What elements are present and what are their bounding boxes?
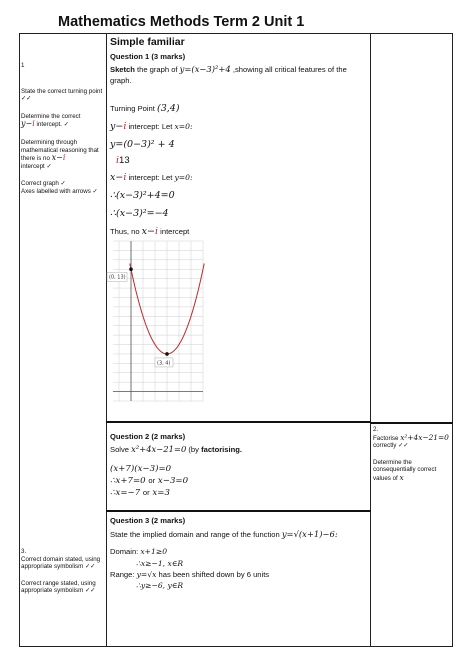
q1-q2-divider-right: [371, 422, 453, 424]
column-divider-left: [106, 33, 107, 647]
criteria-range: Correct range stated, using appropriate symbolism ✓✓: [21, 579, 96, 595]
q3-heading: Question 3 (2 marks): [110, 516, 186, 525]
page-title: Mathematics Methods Term 2 Unit 1: [58, 14, 305, 30]
x-calc-line-1: ∴(x−3)²+4=0: [110, 190, 175, 201]
criteria-factorise: Factorise x²+4x−21=0: [373, 432, 449, 442]
column-divider-right: [370, 33, 371, 647]
x-intercept-line: x−i intercept: Let y=0:: [110, 172, 193, 183]
criteria-factorise-marks: correctly ✓✓: [373, 442, 409, 450]
y-calc-line: y=(0−3)² + 4: [110, 139, 175, 150]
q2-step-1: (x+7)(x−3)=0: [110, 464, 172, 474]
q1-instruction-line2: graph.: [110, 76, 132, 85]
q3-range: Range: y=√x has been shifted down by 6 units: [110, 570, 270, 579]
criteria-no-x-intercept: Determining through mathematical reasoning that there is no x−i intercept ✓: [21, 138, 99, 170]
parabola-graph: [109, 241, 203, 401]
y-result-line: i13: [116, 155, 130, 166]
criteria-y-intercept: Determine the correct y−i intercept. ✓: [21, 112, 81, 129]
criteria-domain: Correct domain stated, using appropriate symbolism ✓✓: [21, 555, 101, 571]
turning-point-line: Turning Point (3,4): [110, 103, 180, 114]
label-vertex: (3, 4): [157, 360, 171, 367]
q1-marking-criteria: [21, 62, 105, 196]
y-intercept-line: y−i intercept: Let x=0:: [110, 121, 193, 132]
criteria-correct-graph: Correct graph ✓: [21, 180, 66, 188]
q3-range-result: ∴y≥−6, y∈R: [136, 581, 184, 590]
q3-instruction: State the implied domain and range of the function y=√(x+1)−6:: [110, 529, 338, 539]
criteria-values: Determine the consequentially correct values of x: [373, 458, 437, 482]
q2-number: 2.: [373, 426, 379, 433]
q1-q2-divider-main: [106, 421, 371, 423]
q3-domain: Domain: x+1≥0: [110, 547, 168, 556]
q3-marking-criteria: [21, 548, 105, 595]
q2-step-2: ∴x+7=0 or x−3=0: [110, 476, 189, 486]
q2-marking-criteria: [373, 426, 451, 483]
x-calc-line-2: ∴(x−3)²=−4: [110, 208, 169, 219]
conclusion-line: Thus, no x−i intercept: [110, 226, 190, 237]
q2-heading: Question 2 (2 marks): [110, 432, 186, 441]
q3-number: 3.: [21, 548, 27, 555]
label-y-intercept: (0, 13): [109, 274, 126, 281]
point-y-intercept: [129, 267, 133, 271]
q2-q3-divider-main: [106, 510, 371, 512]
q2-instruction: Solve x²+4x−21=0 (by factorising.: [110, 444, 242, 454]
criteria-turning-point: State the correct turning point ✓✓: [21, 87, 103, 103]
q3-domain-result: ∴x≥−1, x∈R: [136, 559, 184, 568]
q2-step-3: ∴x=−7 or x=3: [110, 488, 170, 498]
point-vertex: [165, 352, 169, 356]
q1-instruction: Sketch the graph of y=(x−3)²+4 ,showing all critical features of the: [110, 64, 347, 74]
q1-number: 1: [21, 62, 25, 69]
q1-heading: Question 1 (3 marks): [110, 52, 186, 61]
criteria-axes: Axes labelled with arrows ✓: [21, 187, 98, 195]
section-title: Simple familiar: [110, 36, 185, 48]
